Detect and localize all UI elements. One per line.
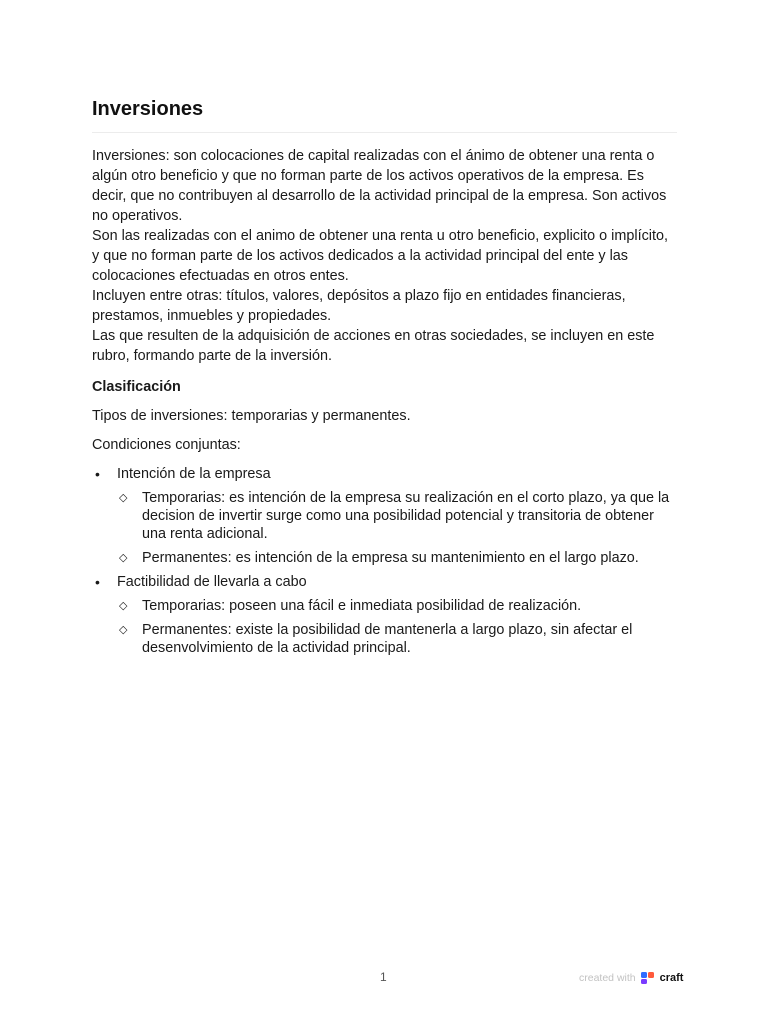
craft-logo-icon bbox=[641, 971, 655, 985]
intro-paragraph: Incluyen entre otras: títulos, valores, depósitos a plazo fijo en entidades financieras, prestamos, inmuebles y propiedades. bbox=[92, 288, 626, 324]
list-item-label: Intención de la empresa bbox=[117, 466, 271, 482]
conditions-text: Condiciones conjuntas: bbox=[92, 437, 241, 453]
craft-logo-blue bbox=[641, 972, 647, 978]
sub-list-item-text: Temporarias: es intención de la empresa su realización en el corto plazo, ya que la decision de invertir surge como una posibilidad potencial y transitoria de obtener una renta adicional. bbox=[142, 490, 670, 542]
sub-list-item-text: Permanentes: existe la posibilidad de mantenerla a largo plazo, sin afectar el desenvolvimiento de la actividad principal. bbox=[142, 622, 633, 656]
types-text: Tipos de inversiones: temporarias y permanentes. bbox=[92, 408, 411, 424]
intro-paragraph: Inversiones: son colocaciones de capital realizadas con el ánimo de obtener una renta o algún otro beneficio y que no forman parte de los activos operativos de la empresa. Es decir, que no contribuyen al desarrollo de la actividad principal de la empresa. Son activos no operativos. bbox=[92, 148, 667, 224]
created-with-craft-badge[interactable] bbox=[579, 971, 683, 985]
bullet-icon: • bbox=[95, 466, 100, 482]
list-item-label: Factibilidad de llevarla a cabo bbox=[117, 574, 307, 590]
sub-list bbox=[117, 489, 677, 567]
intro-paragraph: Las que resulten de la adquisición de acciones en otras sociedades, se incluyen en este rubro, formando parte de la inversión. bbox=[92, 328, 655, 364]
hollow-diamond-icon: ◇ bbox=[119, 600, 128, 612]
sub-list bbox=[117, 597, 677, 657]
title-divider bbox=[92, 132, 677, 133]
craft-logo-red bbox=[648, 972, 654, 978]
sub-list-item bbox=[117, 549, 677, 567]
intro-text bbox=[92, 146, 677, 366]
bullet-icon: • bbox=[95, 574, 100, 590]
list-item bbox=[92, 465, 677, 567]
created-with-label: created with bbox=[579, 972, 636, 984]
sub-list-item-text: Temporarias: poseen una fácil e inmediata posibilidad de realización. bbox=[142, 598, 582, 614]
hollow-diamond-icon: ◇ bbox=[119, 624, 128, 636]
page-title: Inversiones bbox=[92, 98, 204, 120]
sub-list-item bbox=[117, 489, 677, 543]
page-number: 1 bbox=[380, 970, 387, 984]
sub-list-item bbox=[117, 597, 677, 615]
craft-logo-purple bbox=[641, 979, 647, 984]
sub-list-item bbox=[117, 621, 677, 657]
sub-list-item-text: Permanentes: es intención de la empresa su mantenimiento en el largo plazo. bbox=[142, 550, 639, 566]
intro-paragraph: Son las realizadas con el animo de obtener una renta u otro beneficio, explicito o implícito, y que no forman parte de los activos dedicados a la actividad principal del ente y las colocaciones efectuadas en otros entes. bbox=[92, 228, 668, 284]
craft-brand-label: craft bbox=[659, 972, 684, 984]
section-heading: Clasificación bbox=[92, 379, 181, 395]
hollow-diamond-icon: ◇ bbox=[119, 552, 128, 564]
conditions-list bbox=[92, 465, 677, 663]
list-item bbox=[92, 573, 677, 657]
hollow-diamond-icon: ◇ bbox=[119, 492, 128, 504]
